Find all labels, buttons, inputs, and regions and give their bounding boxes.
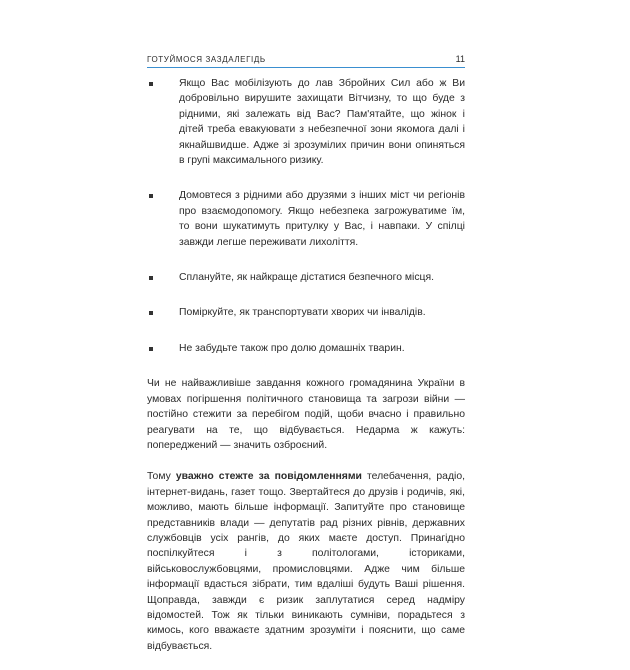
list-item-text: Не забудьте також про долю домашніх тварин. <box>179 342 405 354</box>
list-item-text: Поміркуйте, як транспортувати хворих чи інвалідів. <box>179 307 426 319</box>
page-body <box>147 76 465 670</box>
square-bullet-icon <box>149 311 153 315</box>
paragraph-follow-news <box>147 469 465 654</box>
list-item <box>147 188 465 250</box>
bullet-list <box>147 76 465 356</box>
paragraph-awareness: Чи не найважливіше завдання кожного громадянина України в умовах погіршення політичного становища та загрози війни — постійно стежити за перебігом подій, щоби вчасно і правильно реагувати на те, що відбувається. Недарма ж кажуть: попереджений — значить озброєний. <box>147 378 465 451</box>
list-item <box>147 341 465 356</box>
list-item <box>147 76 465 168</box>
square-bullet-icon <box>149 347 153 351</box>
list-item <box>147 270 465 285</box>
running-title: ГОТУЙМОСЯ ЗАЗДАЛЕГІДЬ <box>147 55 266 64</box>
page-number: 11 <box>455 54 465 64</box>
paragraph-lead: Тому <box>147 471 176 483</box>
page-header <box>147 54 465 68</box>
list-item <box>147 305 465 320</box>
list-item-text: Сплануйте, як найкраще дістатися безпечного місця. <box>179 272 434 284</box>
emphasis-text: уважно стежте за повідомленнями <box>175 471 362 483</box>
list-item-text: Домовтеся з рідними або друзями з інших міст чи регіонів про взаємодопомогу. Якщо небезпека загрожуватиме їм, то вони шукатимуть притулку у Вас, і навпаки. У спілці завжди легше переживати лихоліття. <box>179 190 465 248</box>
paragraph-rest: телебачення, радіо, інтернет-видань, газет тощо. Звертайтеся до друзів і родичів, які, можливо, мають більше інформації. Запитуйте про становище представників влади — депутатів рад різних рівнів, державних службовців усіх рангів, до яких маєте доступ. Принагідно поспілкуйтеся і з політологами, істориками, військовослужбовцями, промисловцями. Адже чим більше інформації вдасться зібрати, тим вдаліші будуть Ваші рішення. Щоправда, завжди є ризик заплутатися серед надміру відомостей. Тож як тільки виникають сумніви, порадьтеся з кимось, кого вважаєте здатним зрозуміти і пояснити, що саме відбувається. <box>147 471 465 652</box>
square-bullet-icon <box>149 276 153 280</box>
list-item-text: Якщо Вас мобілізують до лав Збройних Сил або ж Ви добровільно вирушите захищати Вітчизну, то що буде з рідними, які залежать від Вас? Пам'ятайте, що жінок і дітей треба евакуювати з небезпечної зони якомога далі і якнайшвидше. Адже зі зрозумілих причин вони опиняться в групі максимального ризику. <box>179 78 465 167</box>
square-bullet-icon <box>149 82 153 86</box>
square-bullet-icon <box>149 194 153 198</box>
